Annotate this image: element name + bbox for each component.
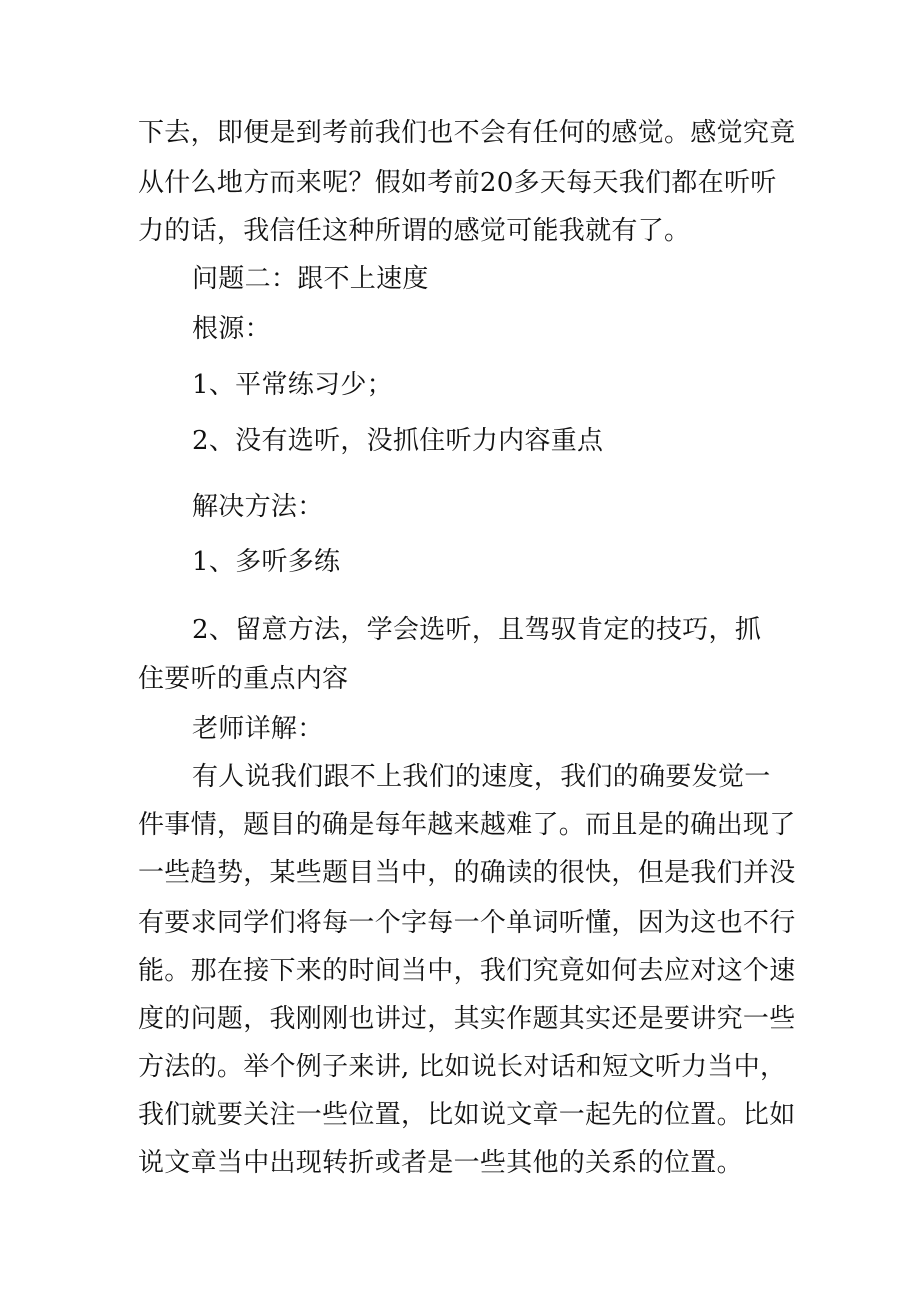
paragraph-line: 说文章当中出现转折或者是一些其他的关系的位置。 <box>138 1148 743 1178</box>
paragraph-line: 方法的。举个例子来讲, 比如说长对话和短文听力当中， <box>138 1052 787 1082</box>
paragraph-line: 有人说我们跟不上我们的速度，我们的确要发觉一 <box>192 762 771 792</box>
paragraph-line: 下去，即便是到考前我们也不会有任何的感觉。感觉究竟 <box>138 118 796 148</box>
paragraph-line: 从什么地方而来呢？假如考前20多天每天我们都在听听 <box>138 168 777 198</box>
subheading-solution: 解决方法： <box>192 492 324 522</box>
list-item: 1、平常练习少； <box>192 370 393 400</box>
paragraph-line: 件事情，题目的确是每年越来越难了。而且是的确出现了 <box>138 810 796 840</box>
paragraph-line: 度的问题，我刚刚也讲过，其实作题其实还是要讲究一些 <box>138 1004 796 1034</box>
subheading-explanation: 老师详解： <box>192 714 324 744</box>
paragraph-line: 能。那在接下来的时间当中，我们究竟如何去应对这个速 <box>138 956 796 986</box>
paragraph-line: 一些趋势，某些题目当中，的确读的很快，但是我们并没 <box>138 858 796 888</box>
paragraph-line: 我们就要关注一些位置，比如说文章一起先的位置。比如 <box>138 1100 796 1130</box>
list-item: 1、多听多练 <box>192 547 341 577</box>
list-item: 2、留意方法，学会选听，且驾驭肯定的技巧，抓 <box>192 615 762 645</box>
list-item: 2、没有选听，没抓住听力内容重点 <box>192 426 604 456</box>
section-heading: 问题二：跟不上速度 <box>192 264 429 294</box>
paragraph-line: 力的话，我信任这种所谓的感觉可能我就有了。 <box>138 216 691 246</box>
paragraph-line: 有要求同学们将每一个字每一个单词听懂，因为这也不行 <box>138 908 796 938</box>
subheading-cause: 根源： <box>192 314 271 344</box>
list-item-continuation: 住要听的重点内容 <box>138 664 349 694</box>
